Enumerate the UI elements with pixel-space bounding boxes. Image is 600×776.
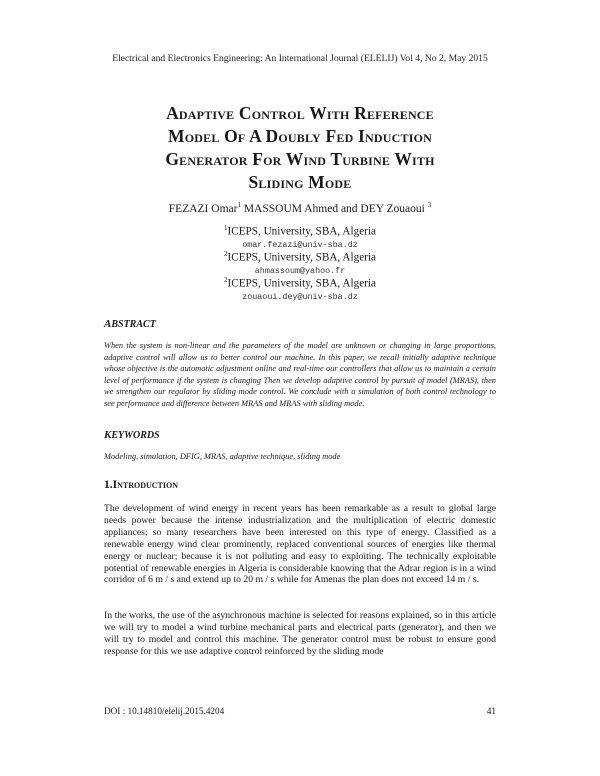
heading-rest: ntroduction <box>117 479 179 491</box>
doi-footer: DOI : 10.14810/elelij.2015.4204 <box>104 706 225 716</box>
author-list <box>0 201 600 215</box>
paper-title <box>60 102 540 194</box>
affiliation-email: zouaoui.dey@univ-sba.dz <box>242 291 358 302</box>
paragraph: In the works, the use of the asynchronous machine is selected for reasons explained, so in this article we will try to model a wind turbine mechanical parts and electrical parts (generator), and then we will try to model and control this machine. The generator control must be robust to ensure good response for this we use adaptive control reinforced by the sliding mode <box>104 610 496 657</box>
paragraph: The development of wind energy in recent years has been remarkable as a result to global large needs power because the intense industrialization and the multiplication of electric domestic appliances; so many researchers have been interested on this type of energy. Classified as a renewable energy wind clear prominently, replaced conventional sources of energies like thermal energy or nuclear; because it is not polluting and easy to exploiting. The technically exploitable potential of renewable energies in Algeria is considerable knowing that the Adrar region is in a wind corridor of 6 m / s and extend up to 20 m / s while for Amenas the plan does not exceed 14 m / s. <box>104 503 496 586</box>
title-line: Generator For Wind Turbine With <box>165 149 435 169</box>
heading-rest: BSTRACT <box>111 319 156 330</box>
keywords-heading <box>104 429 160 441</box>
affiliation-email: omar.fezazi@univ-sba.dz <box>242 239 358 250</box>
heading-initial: K <box>104 429 112 441</box>
section-number: 1. <box>104 479 113 491</box>
abstract-text: When the system is non-linear and the parameters of the model are unknown or changing in large proportions, adaptive control will allow us to better control our machine. In this paper, we recall initially adaptive technique whose objective is the automatic adjustment online and real-time our controllers that allow us to maintain a certain level of performance if the system is changing Then we develop adaptive control by pursuit of model (MRAS), then we strengthen our regulator by sliding mode control. We conclude with a simulation of both control technology to see performance and difference between MRAS and MRAS with sliding mode. <box>104 341 496 408</box>
affiliation-email: ahmassoum@yahoo.fr <box>254 265 346 276</box>
author-name: MASSOUM Ahmed and DEY Zouaoui <box>240 202 428 215</box>
heading-initial: A <box>104 318 112 330</box>
heading-initial: I <box>112 479 118 491</box>
abstract-heading <box>104 318 156 330</box>
title-line: Adaptive Control With Reference <box>166 103 434 123</box>
title-line: Model Of A Doubly Fed Induction <box>168 126 432 146</box>
affiliation-sup: 2 <box>224 250 228 258</box>
affiliation-text: ICEPS, University, SBA, Algeria <box>227 277 376 290</box>
heading-rest: EYWORDS <box>111 430 160 441</box>
keywords-text: Modeling, simulation, DFIG, MRAS, adaptive technique, sliding mode <box>104 452 341 461</box>
page-number: 41 <box>486 706 496 716</box>
author-sup: 1 <box>237 201 241 209</box>
affiliation-block <box>0 274 600 304</box>
author-name: FEZAZI Omar <box>168 202 238 215</box>
affiliation-sup: 1 <box>224 224 228 232</box>
introduction-heading <box>104 479 178 491</box>
affiliation-org <box>0 274 600 291</box>
affiliation-org <box>0 222 600 239</box>
affiliation-text: ICEPS, University, SBA, Algeria <box>227 225 376 238</box>
affiliation-text: ICEPS, University, SBA, Algeria <box>227 251 376 264</box>
journal-header: Electrical and Electronics Engineering: An International Journal (ELELIJ) Vol 4, No 2, May 2015 <box>112 53 488 64</box>
author-sup: 3 <box>427 201 432 209</box>
affiliation-org <box>0 248 600 265</box>
title-line: Sliding Mode <box>248 172 352 192</box>
affiliation-sup: 2 <box>224 276 228 284</box>
